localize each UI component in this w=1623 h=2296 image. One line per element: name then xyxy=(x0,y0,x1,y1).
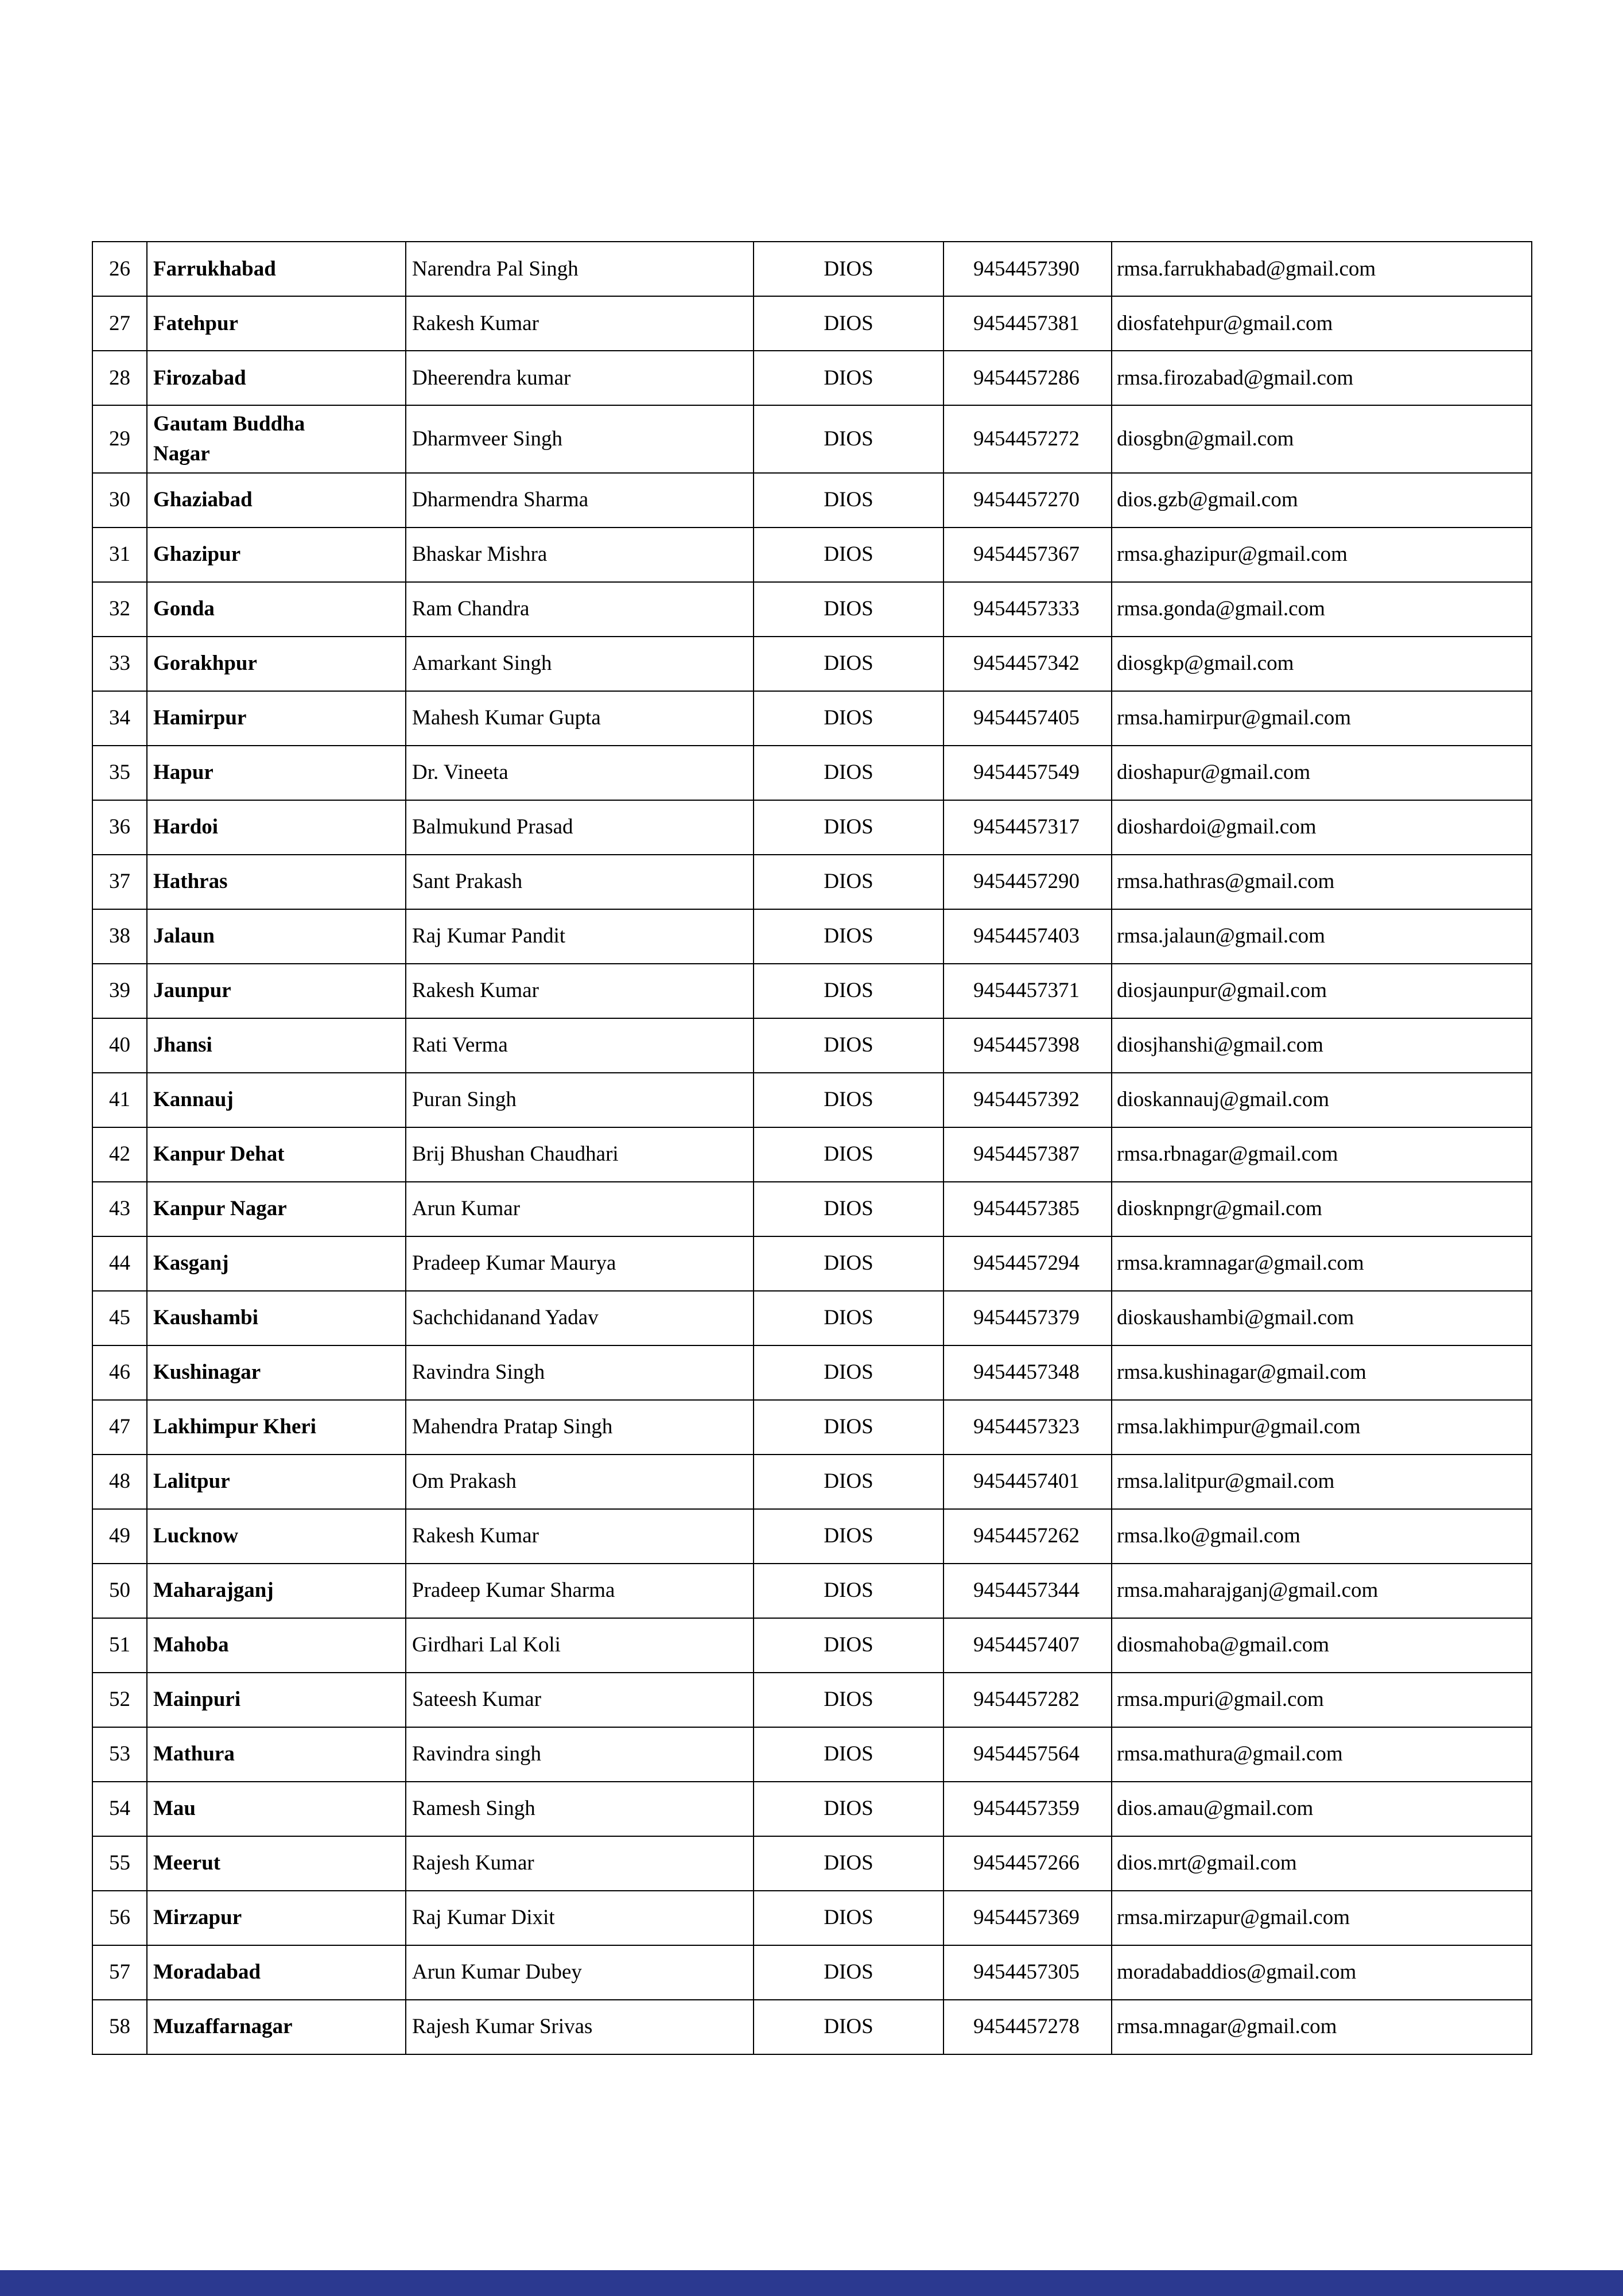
designation: DIOS xyxy=(754,1236,943,1291)
serial-number: 54 xyxy=(92,1782,147,1836)
phone-number: 9454457407 xyxy=(943,1618,1112,1673)
serial-number: 57 xyxy=(92,1945,147,2000)
table-row xyxy=(92,1564,1532,1618)
district-name: Lakhimpur Kheri xyxy=(147,1400,406,1455)
table-row xyxy=(92,1182,1532,1236)
officer-name: Dheerendra kumar xyxy=(406,351,754,405)
designation: DIOS xyxy=(754,855,943,909)
officer-name: Puran Singh xyxy=(406,1073,754,1127)
email-address: rmsa.lalitpur@gmail.com xyxy=(1112,1455,1532,1509)
officer-name: Pradeep Kumar Sharma xyxy=(406,1564,754,1618)
district-name: Lalitpur xyxy=(147,1455,406,1509)
phone-number: 9454457282 xyxy=(943,1673,1112,1727)
table-row xyxy=(92,528,1532,582)
phone-number: 9454457278 xyxy=(943,2000,1112,2054)
officer-name: Mahendra Pratap Singh xyxy=(406,1400,754,1455)
email-address: rmsa.kushinagar@gmail.com xyxy=(1112,1345,1532,1400)
district-name: Kaushambi xyxy=(147,1291,406,1345)
serial-number: 49 xyxy=(92,1509,147,1564)
designation: DIOS xyxy=(754,964,943,1018)
district-name: Fatehpur xyxy=(147,296,406,351)
designation: DIOS xyxy=(754,582,943,637)
officer-name: Sachchidanand Yadav xyxy=(406,1291,754,1345)
email-address: rmsa.firozabad@gmail.com xyxy=(1112,351,1532,405)
email-address: moradabaddios@gmail.com xyxy=(1112,1945,1532,2000)
email-address: diosgbn@gmail.com xyxy=(1112,405,1532,473)
district-name: Kushinagar xyxy=(147,1345,406,1400)
officer-name: Arun Kumar xyxy=(406,1182,754,1236)
officer-name: Rakesh Kumar xyxy=(406,1509,754,1564)
designation: DIOS xyxy=(754,2000,943,2054)
designation: DIOS xyxy=(754,1727,943,1782)
serial-number: 35 xyxy=(92,746,147,800)
email-address: rmsa.gonda@gmail.com xyxy=(1112,582,1532,637)
designation: DIOS xyxy=(754,800,943,855)
designation: DIOS xyxy=(754,637,943,691)
serial-number: 37 xyxy=(92,855,147,909)
designation: DIOS xyxy=(754,405,943,473)
officer-name: Ram Chandra xyxy=(406,582,754,637)
serial-number: 27 xyxy=(92,296,147,351)
table-row xyxy=(92,351,1532,405)
serial-number: 36 xyxy=(92,800,147,855)
phone-number: 9454457290 xyxy=(943,855,1112,909)
officer-name: Rati Verma xyxy=(406,1018,754,1073)
phone-number: 9454457286 xyxy=(943,351,1112,405)
phone-number: 9454457367 xyxy=(943,528,1112,582)
officer-name: Sant Prakash xyxy=(406,855,754,909)
serial-number: 53 xyxy=(92,1727,147,1782)
district-name: Mainpuri xyxy=(147,1673,406,1727)
district-name: Mirzapur xyxy=(147,1891,406,1945)
officer-name: Ramesh Singh xyxy=(406,1782,754,1836)
district-name: Firozabad xyxy=(147,351,406,405)
email-address: rmsa.maharajganj@gmail.com xyxy=(1112,1564,1532,1618)
phone-number: 9454457381 xyxy=(943,296,1112,351)
officer-name: Rakesh Kumar xyxy=(406,296,754,351)
serial-number: 52 xyxy=(92,1673,147,1727)
officer-name: Ravindra singh xyxy=(406,1727,754,1782)
phone-number: 9454457387 xyxy=(943,1127,1112,1182)
email-address: dioskaushambi@gmail.com xyxy=(1112,1291,1532,1345)
serial-number: 40 xyxy=(92,1018,147,1073)
designation: DIOS xyxy=(754,1891,943,1945)
phone-number: 9454457390 xyxy=(943,242,1112,296)
footer-accent-bar xyxy=(0,2270,1623,2296)
phone-number: 9454457398 xyxy=(943,1018,1112,1073)
phone-number: 9454457385 xyxy=(943,1182,1112,1236)
email-address: rmsa.rbnagar@gmail.com xyxy=(1112,1127,1532,1182)
designation: DIOS xyxy=(754,528,943,582)
officer-name: Rajesh Kumar Srivas xyxy=(406,2000,754,2054)
officer-name: Sateesh Kumar xyxy=(406,1673,754,1727)
district-name: Hardoi xyxy=(147,800,406,855)
email-address: rmsa.mpuri@gmail.com xyxy=(1112,1673,1532,1727)
table-row xyxy=(92,296,1532,351)
officer-name: Dharmveer Singh xyxy=(406,405,754,473)
officer-name: Bhaskar Mishra xyxy=(406,528,754,582)
district-name: Muzaffarnagar xyxy=(147,2000,406,2054)
phone-number: 9454457266 xyxy=(943,1836,1112,1891)
email-address: rmsa.farrukhabad@gmail.com xyxy=(1112,242,1532,296)
district-name: Ghazipur xyxy=(147,528,406,582)
district-name: Jhansi xyxy=(147,1018,406,1073)
table-row xyxy=(92,1400,1532,1455)
email-address: dios.amau@gmail.com xyxy=(1112,1782,1532,1836)
designation: DIOS xyxy=(754,1018,943,1073)
table-row xyxy=(92,1073,1532,1127)
district-name: Hathras xyxy=(147,855,406,909)
officer-name: Pradeep Kumar Maurya xyxy=(406,1236,754,1291)
district-name: Gonda xyxy=(147,582,406,637)
phone-number: 9454457342 xyxy=(943,637,1112,691)
serial-number: 46 xyxy=(92,1345,147,1400)
email-address: diosmahoba@gmail.com xyxy=(1112,1618,1532,1673)
district-name: Hamirpur xyxy=(147,691,406,746)
serial-number: 41 xyxy=(92,1073,147,1127)
email-address: rmsa.ghazipur@gmail.com xyxy=(1112,528,1532,582)
district-name: Meerut xyxy=(147,1836,406,1891)
district-name: Maharajganj xyxy=(147,1564,406,1618)
officer-name: Dharmendra Sharma xyxy=(406,473,754,528)
officer-name: Raj Kumar Dixit xyxy=(406,1891,754,1945)
district-name: Kasganj xyxy=(147,1236,406,1291)
district-name: Jalaun xyxy=(147,909,406,964)
phone-number: 9454457272 xyxy=(943,405,1112,473)
designation: DIOS xyxy=(754,473,943,528)
table-row xyxy=(92,1782,1532,1836)
table-row xyxy=(92,473,1532,528)
phone-number: 9454457344 xyxy=(943,1564,1112,1618)
email-address: rmsa.lko@gmail.com xyxy=(1112,1509,1532,1564)
designation: DIOS xyxy=(754,351,943,405)
designation: DIOS xyxy=(754,242,943,296)
district-name: Moradabad xyxy=(147,1945,406,2000)
table-row xyxy=(92,1673,1532,1727)
district-officers-table xyxy=(92,241,1532,2055)
officer-name: Girdhari Lal Koli xyxy=(406,1618,754,1673)
table-row xyxy=(92,1891,1532,1945)
district-name: Mahoba xyxy=(147,1618,406,1673)
phone-number: 9454457392 xyxy=(943,1073,1112,1127)
email-address: rmsa.hathras@gmail.com xyxy=(1112,855,1532,909)
district-name: Kanpur Dehat xyxy=(147,1127,406,1182)
phone-number: 9454457369 xyxy=(943,1891,1112,1945)
phone-number: 9454457262 xyxy=(943,1509,1112,1564)
district-name: Kanpur Nagar xyxy=(147,1182,406,1236)
table-row xyxy=(92,1291,1532,1345)
officer-name: Raj Kumar Pandit xyxy=(406,909,754,964)
district-name: Mau xyxy=(147,1782,406,1836)
serial-number: 39 xyxy=(92,964,147,1018)
designation: DIOS xyxy=(754,1455,943,1509)
designation: DIOS xyxy=(754,1400,943,1455)
phone-number: 9454457270 xyxy=(943,473,1112,528)
officer-name: Om Prakash xyxy=(406,1455,754,1509)
phone-number: 9454457371 xyxy=(943,964,1112,1018)
serial-number: 28 xyxy=(92,351,147,405)
officer-name: Rakesh Kumar xyxy=(406,964,754,1018)
officer-name: Balmukund Prasad xyxy=(406,800,754,855)
serial-number: 34 xyxy=(92,691,147,746)
officer-name: Rajesh Kumar xyxy=(406,1836,754,1891)
serial-number: 48 xyxy=(92,1455,147,1509)
district-name: Hapur xyxy=(147,746,406,800)
email-address: diosjhanshi@gmail.com xyxy=(1112,1018,1532,1073)
email-address: dioskannauj@gmail.com xyxy=(1112,1073,1532,1127)
table-row xyxy=(92,2000,1532,2054)
designation: DIOS xyxy=(754,1673,943,1727)
phone-number: 9454457403 xyxy=(943,909,1112,964)
serial-number: 33 xyxy=(92,637,147,691)
email-address: diosfatehpur@gmail.com xyxy=(1112,296,1532,351)
designation: DIOS xyxy=(754,1509,943,1564)
table-row xyxy=(92,1509,1532,1564)
table-row xyxy=(92,800,1532,855)
email-address: dioshardoi@gmail.com xyxy=(1112,800,1532,855)
table-row xyxy=(92,1727,1532,1782)
email-address: diosknpngr@gmail.com xyxy=(1112,1182,1532,1236)
serial-number: 42 xyxy=(92,1127,147,1182)
phone-number: 9454457305 xyxy=(943,1945,1112,2000)
district-name: Farrukhabad xyxy=(147,242,406,296)
serial-number: 55 xyxy=(92,1836,147,1891)
serial-number: 58 xyxy=(92,2000,147,2054)
email-address: rmsa.mathura@gmail.com xyxy=(1112,1727,1532,1782)
officer-name: Ravindra Singh xyxy=(406,1345,754,1400)
district-name: Kannauj xyxy=(147,1073,406,1127)
phone-number: 9454457549 xyxy=(943,746,1112,800)
district-name: Ghaziabad xyxy=(147,473,406,528)
officer-name: Dr. Vineeta xyxy=(406,746,754,800)
table-row xyxy=(92,691,1532,746)
serial-number: 29 xyxy=(92,405,147,473)
designation: DIOS xyxy=(754,1182,943,1236)
email-address: rmsa.kramnagar@gmail.com xyxy=(1112,1236,1532,1291)
table-row xyxy=(92,1945,1532,2000)
officer-name: Narendra Pal Singh xyxy=(406,242,754,296)
email-address: rmsa.jalaun@gmail.com xyxy=(1112,909,1532,964)
table-row xyxy=(92,1127,1532,1182)
designation: DIOS xyxy=(754,1345,943,1400)
phone-number: 9454457317 xyxy=(943,800,1112,855)
email-address: rmsa.lakhimpur@gmail.com xyxy=(1112,1400,1532,1455)
officer-name: Brij Bhushan Chaudhari xyxy=(406,1127,754,1182)
table-row xyxy=(92,1836,1532,1891)
designation: DIOS xyxy=(754,1836,943,1891)
email-address: dios.mrt@gmail.com xyxy=(1112,1836,1532,1891)
designation: DIOS xyxy=(754,1618,943,1673)
email-address: rmsa.hamirpur@gmail.com xyxy=(1112,691,1532,746)
officer-name: Arun Kumar Dubey xyxy=(406,1945,754,2000)
district-name: Gautam Buddha Nagar xyxy=(147,405,406,473)
designation: DIOS xyxy=(754,1564,943,1618)
serial-number: 50 xyxy=(92,1564,147,1618)
table-row xyxy=(92,855,1532,909)
district-name: Lucknow xyxy=(147,1509,406,1564)
table-row xyxy=(92,637,1532,691)
district-name: Mathura xyxy=(147,1727,406,1782)
phone-number: 9454457359 xyxy=(943,1782,1112,1836)
phone-number: 9454457401 xyxy=(943,1455,1112,1509)
designation: DIOS xyxy=(754,1782,943,1836)
district-name: Jaunpur xyxy=(147,964,406,1018)
serial-number: 51 xyxy=(92,1618,147,1673)
district-name: Gorakhpur xyxy=(147,637,406,691)
phone-number: 9454457323 xyxy=(943,1400,1112,1455)
serial-number: 56 xyxy=(92,1891,147,1945)
email-address: dioshapur@gmail.com xyxy=(1112,746,1532,800)
designation: DIOS xyxy=(754,1073,943,1127)
email-address: rmsa.mirzapur@gmail.com xyxy=(1112,1891,1532,1945)
phone-number: 9454457348 xyxy=(943,1345,1112,1400)
designation: DIOS xyxy=(754,1945,943,2000)
table-row xyxy=(92,1345,1532,1400)
officer-name: Amarkant Singh xyxy=(406,637,754,691)
table-row xyxy=(92,242,1532,296)
serial-number: 32 xyxy=(92,582,147,637)
serial-number: 47 xyxy=(92,1400,147,1455)
designation: DIOS xyxy=(754,296,943,351)
phone-number: 9454457333 xyxy=(943,582,1112,637)
designation: DIOS xyxy=(754,1291,943,1345)
serial-number: 45 xyxy=(92,1291,147,1345)
table-row xyxy=(92,405,1532,473)
email-address: rmsa.mnagar@gmail.com xyxy=(1112,2000,1532,2054)
table-row xyxy=(92,582,1532,637)
serial-number: 30 xyxy=(92,473,147,528)
table-row xyxy=(92,1618,1532,1673)
phone-number: 9454457564 xyxy=(943,1727,1112,1782)
designation: DIOS xyxy=(754,909,943,964)
table-row xyxy=(92,964,1532,1018)
serial-number: 38 xyxy=(92,909,147,964)
serial-number: 43 xyxy=(92,1182,147,1236)
table-row xyxy=(92,1236,1532,1291)
table-row xyxy=(92,909,1532,964)
serial-number: 44 xyxy=(92,1236,147,1291)
table-row xyxy=(92,1455,1532,1509)
serial-number: 26 xyxy=(92,242,147,296)
email-address: dios.gzb@gmail.com xyxy=(1112,473,1532,528)
phone-number: 9454457294 xyxy=(943,1236,1112,1291)
email-address: diosjaunpur@gmail.com xyxy=(1112,964,1532,1018)
table-row xyxy=(92,1018,1532,1073)
designation: DIOS xyxy=(754,1127,943,1182)
serial-number: 31 xyxy=(92,528,147,582)
email-address: diosgkp@gmail.com xyxy=(1112,637,1532,691)
officer-name: Mahesh Kumar Gupta xyxy=(406,691,754,746)
table-row xyxy=(92,746,1532,800)
designation: DIOS xyxy=(754,746,943,800)
designation: DIOS xyxy=(754,691,943,746)
phone-number: 9454457379 xyxy=(943,1291,1112,1345)
phone-number: 9454457405 xyxy=(943,691,1112,746)
